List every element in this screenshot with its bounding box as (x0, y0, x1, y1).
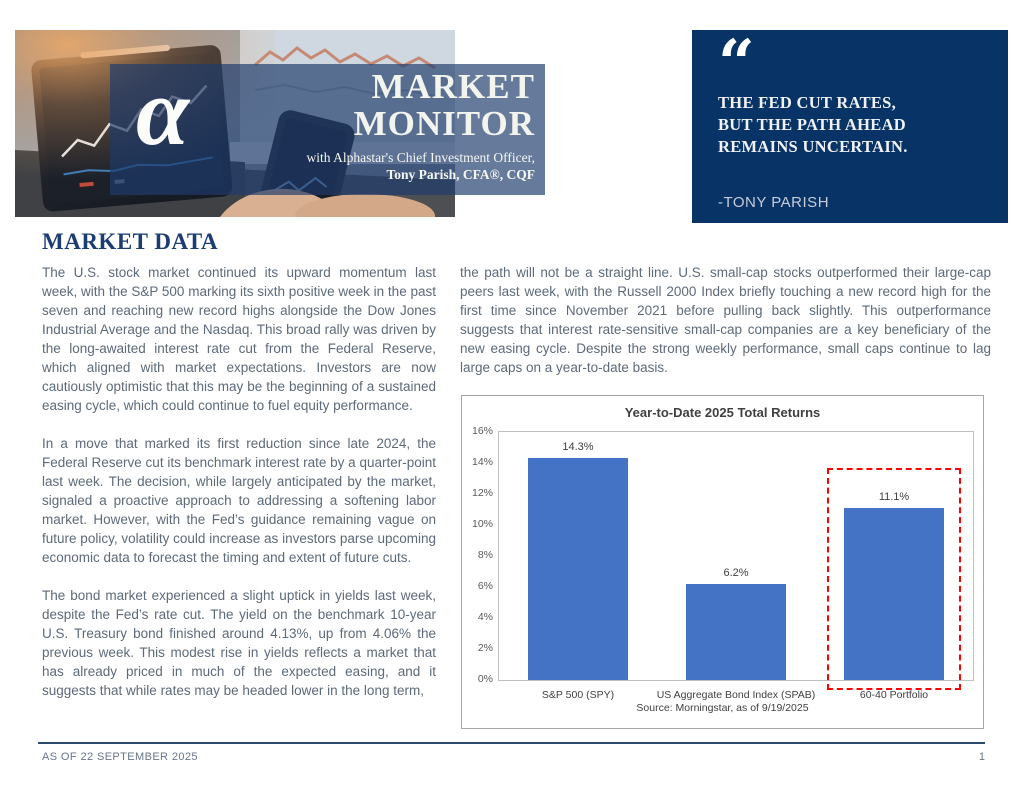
chart-source-note: Source: Morningstar, as of 9/19/2025 (636, 702, 809, 714)
y-axis-tick-label: 0% (477, 673, 493, 685)
y-axis-tick-label: 8% (477, 549, 493, 561)
pull-quote-text (718, 92, 983, 158)
masthead-title-block (307, 68, 535, 183)
article-right-column (460, 263, 991, 396)
bar-data-label: 6.2% (723, 566, 749, 579)
x-axis-category-label: 60-40 Portfolio (859, 689, 929, 701)
pull-quote-box (692, 26, 1008, 223)
subtitle-name-line: Tony Parish, CFA®, CQF (386, 167, 535, 182)
chart-title: Year-to-Date 2025 Total Returns (624, 405, 821, 420)
chart-bar (528, 458, 628, 680)
masthead-band (110, 58, 545, 195)
pull-quote-line: BUT THE PATH AHEAD (718, 115, 907, 134)
subtitle-officer-line: with Alphastar's Chief Investment Officer, (306, 150, 535, 165)
pull-quote-line: THE FED CUT RATES, (718, 93, 897, 112)
alphastar-alpha-logo-icon: α (136, 58, 190, 165)
newsletter-title-line1: MARKET (371, 67, 535, 106)
chart-plot-area (471, 425, 974, 701)
footer-divider (38, 742, 985, 744)
y-axis-tick-label: 4% (477, 611, 493, 623)
y-axis-tick-label: 16% (471, 425, 493, 437)
bar-data-label: 14.3% (562, 441, 594, 454)
ytd-returns-chart (461, 395, 984, 729)
quotation-mark-icon: “ (718, 26, 755, 101)
section-title-market-data: MARKET DATA (42, 229, 219, 254)
y-axis-tick-label: 12% (471, 487, 493, 499)
highlight-dashed-box (827, 468, 961, 690)
x-axis-category-label: US Aggregate Bond Index (SPAB) (656, 689, 816, 701)
pull-quote-attribution: -TONY PARISH (718, 194, 830, 211)
paragraph: The U.S. stock market continued its upward momentum last week, with the S&P 500 marking its sixth positive week in the past seven and reaching new record highs alongside the Dow Jones Industrial Average and the Nasdaq. This broad rally was driven by the long-awaited interest rate cut from the Federal Reserve, which aligned with market expectations. Investors are now cautiously optimistic that this may be the beginning of a sustained easing cycle, which could continue to fuel equity performance. (42, 265, 436, 413)
newsletter-title-line2: MONITOR (353, 104, 535, 143)
masthead-subtitle (307, 149, 535, 183)
paragraph: the path will not be a straight line. U.S. small-cap stocks outperformed their large-cap peers last week, with the Russell 2000 Index briefly touching a new record high for the first time since November 2021 before pulling back slightly. This outperformance suggests that interest rate-sensitive small-cap companies are a key beneficiary of the new easing cycle. Despite the strong weekly performance, small caps continue to lag large caps on a year-to-date basis. (460, 265, 991, 375)
y-axis-tick-label: 14% (471, 456, 493, 468)
pull-quote-line: REMAINS UNCERTAIN. (718, 137, 908, 156)
article-left-column (42, 263, 436, 719)
y-axis-tick-label: 6% (477, 580, 493, 592)
y-axis-tick-label: 2% (477, 642, 493, 654)
footer-as-of-date: AS OF 22 SEPTEMBER 2025 (42, 751, 198, 763)
x-axis-category-label: S&P 500 (SPY) (541, 689, 615, 701)
bar-data-label: 11.1% (878, 490, 910, 503)
chart-bar (686, 584, 786, 680)
y-axis-tick-label: 10% (471, 518, 493, 530)
footer-page-number: 1 (978, 751, 985, 763)
paragraph: The bond market experienced a slight uptick in yields last week, despite the Fed’s rate cut. The yield on the benchmark 10-year U.S. Treasury bond finished around 4.13%, up from 4.06% the previous week. This modest rise in yields reflects a market that has already priced in much of the expected easing, and it suggests that while rates may be headed lower in the long term, (42, 588, 436, 698)
paragraph: In a move that marked its first reduction since late 2024, the Federal Reserve cut its benchmark interest rate by a quarter-point last week. The decision, while largely anticipated by the market, signaled a proactive approach to addressing a softening labor market. However, with the Fed’s guidance remaining vague on future policy, volatility could increase as investors parse upcoming economic data to forecast the timing and extent of future cuts. (42, 436, 436, 565)
